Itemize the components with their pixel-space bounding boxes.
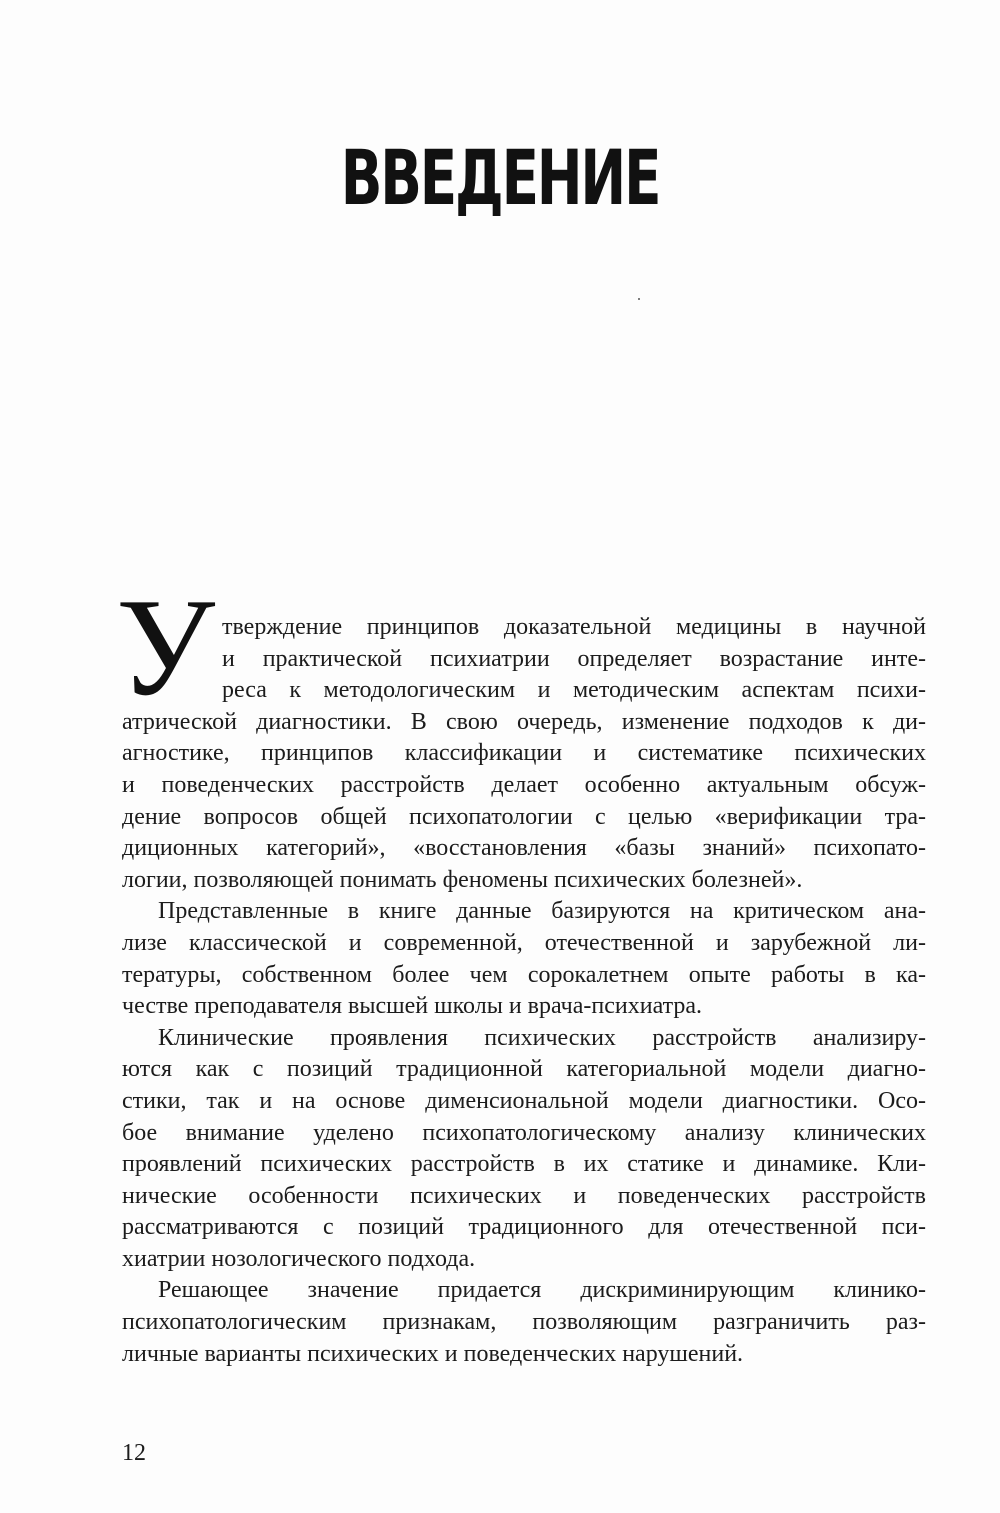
text-line: ются как с позиций традиционной категориальной модели диагно- [122,1056,926,1083]
text-line: личные варианты психических и поведенческих нарушений. [122,1340,744,1367]
text-line: Представленные в книге данные базируются на критическом ана- [158,898,926,925]
text-line: хиатрии нозологического подхода. [122,1245,476,1272]
text-line: Клинические проявления психических расстройств анализиру- [158,1024,926,1051]
text-line: проявлений психических расстройств в их статике и динамике. Кли- [122,1151,926,1178]
text-line: атрической диагностики. В свою очередь, изменение подходов к ди- [122,708,926,735]
text-line: честве преподавателя высшей школы и врача-психиатра. [122,993,703,1020]
text-line: бое внимание уделено психопатологическому анализу клинических [122,1119,926,1146]
text-line: и поведенческих расстройств делает особенно актуальным обсуж- [122,771,926,798]
text-line: и практической психиатрии определяет возрастание инте- [222,645,926,672]
text-line: рассматриваются с позиций традиционного для отечественной пси- [122,1214,926,1241]
body-text [122,612,926,1370]
text-line: дение вопросов общей психопатологии с целью «верификации тра- [122,803,926,830]
text-line: агностике, принципов классификации и систематике психических [122,740,926,767]
text-line: Решающее значение придается дискриминирующим клинико- [158,1277,926,1304]
text-line: нические особенности психических и поведенческих расстройств [122,1182,926,1209]
text-line: лизе классической и современной, отечественной и зарубежной ли- [122,929,926,956]
text-line: стики, так и на основе дименсиональной модели диагностики. Осо- [122,1087,926,1114]
scan-speck [638,298,640,300]
text-line: тературы, собственном более чем сорокалетнем опыте работы в ка- [122,961,926,988]
text-line: психопатологическим признакам, позволяющим разграничить раз- [122,1309,926,1336]
text-line: логии, позволяющей понимать феномены психических болезней». [122,866,803,893]
text-line: диционных категорий», «восстановления «базы знаний» психопато- [122,835,926,862]
drop-cap: У [116,570,216,725]
text-line: реса к методологическим и методическим аспектам психи- [222,677,926,704]
text-line: тверждение принципов доказательной медицины в научной [222,614,926,640]
chapter-title: ВВЕДЕНИЕ [340,133,660,222]
page-number: 12 [122,1440,146,1466]
